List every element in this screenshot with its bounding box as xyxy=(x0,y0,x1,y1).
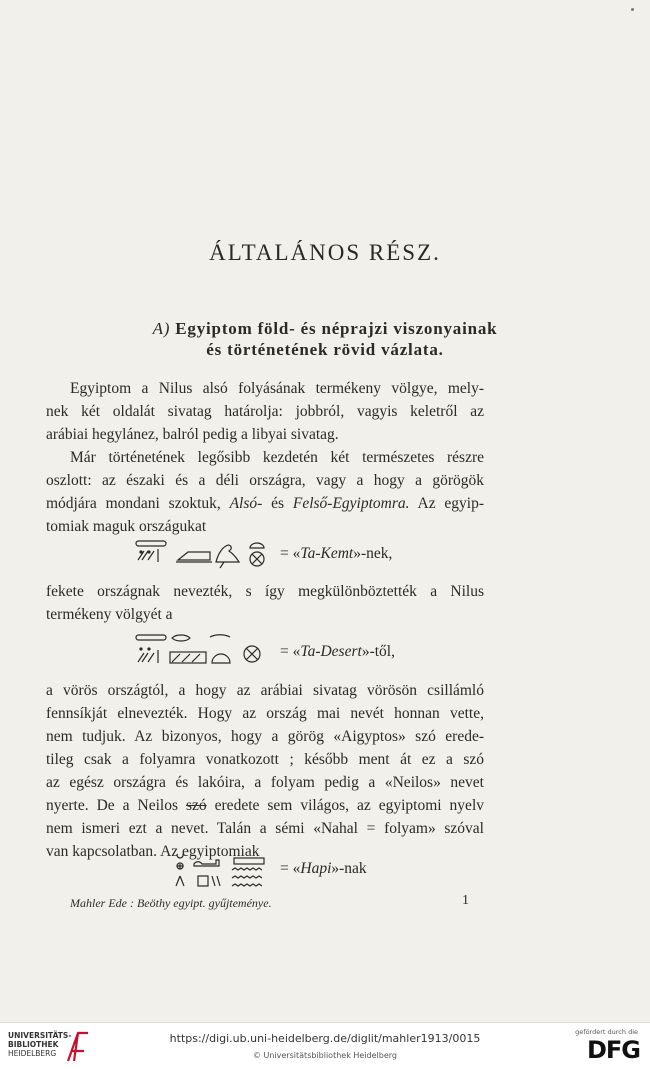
dfg-logo[interactable]: DFG xyxy=(586,1036,640,1064)
italic-run: Hapi xyxy=(300,860,332,877)
text-line: termékeny völgyét a xyxy=(46,606,173,623)
page-title: ÁLTALÁNOS RÉSZ. xyxy=(209,240,441,265)
text-run: »-nak xyxy=(331,860,367,877)
text-run: és xyxy=(262,495,293,512)
text-run: »-től, xyxy=(361,643,395,660)
text-line: Már történetének legősibb kezdetén két természetes részre xyxy=(70,449,484,466)
hieroglyph-hapi xyxy=(172,854,272,890)
text-run: Az egyip- xyxy=(409,495,484,512)
section-marker: A) xyxy=(152,319,171,338)
library-name-line: HEIDELBERG xyxy=(8,1049,57,1058)
text-line xyxy=(46,494,484,514)
text-line xyxy=(46,796,484,816)
text-line: nek két oldalát sivatag határolja: jobbról, vagyis keletről az xyxy=(46,403,484,420)
page-number: 1 xyxy=(462,893,469,908)
text-run: módjára mondani szoktuk, xyxy=(46,495,230,512)
text-line: oszlott: az északi és a déli országra, vagy a hogy a görögök xyxy=(46,472,484,489)
permalink-url[interactable]: https://digi.ub.uni-heidelberg.de/diglit/mahler1913/0015 xyxy=(169,1032,481,1045)
page-footer-signature: Mahler Ede : Beöthy egyipt. gyűjteménye. xyxy=(70,896,272,910)
library-name-line: UNIVERSITÄTS- xyxy=(8,1031,72,1040)
page-speck xyxy=(631,8,634,11)
italic-run: Ta-Desert xyxy=(300,643,362,660)
text-run: = « xyxy=(280,643,301,660)
section-heading-line1 xyxy=(0,319,650,339)
section-heading-line2: és történetének rövid vázlata. xyxy=(206,340,444,359)
viewer-footer-bar xyxy=(0,1022,650,1069)
equation-ta-kemt xyxy=(280,545,392,563)
text-run: nyerte. De a Neilos xyxy=(46,797,186,814)
hieroglyph-ta-kemt xyxy=(132,538,272,572)
equation-hapi xyxy=(280,860,367,878)
hieroglyph-ta-desert xyxy=(132,632,272,668)
text-line: nem tudjuk. Az bizonyos, hogy a görög «Aigyptos» szó erede- xyxy=(46,728,484,745)
text-line: tileg csak a folyamra vonatkozott ; később ment át ez a szó xyxy=(46,751,484,768)
italic-run: Felső-Egyiptomra. xyxy=(292,495,410,512)
text-line: Egyiptom a Nilus alsó folyásának termékeny völgye, mely- xyxy=(70,380,484,397)
equation-ta-desert xyxy=(280,643,395,661)
text-run: »-nek, xyxy=(353,545,393,562)
struck-word: szó xyxy=(185,797,207,814)
section-heading-text1: Egyiptom föld- és néprajzi viszonyainak xyxy=(175,319,498,338)
text-line: van kapcsolatban. Az egyiptomiak xyxy=(46,843,260,860)
library-name-line: BIBLIOTHEK xyxy=(8,1040,59,1049)
text-line: fennsíkját elnevezték. Hogy az ország mai nevét honnan vette, xyxy=(46,705,484,722)
text-line: arábiai hegylánez, balról pedig a libyai sivatag. xyxy=(46,426,339,443)
funding-label: gefördert durch die xyxy=(575,1028,638,1036)
text-run: = « xyxy=(280,860,301,877)
text-line: az egész országra és lakóira, a folyam pedig a «Neilos» nevet xyxy=(46,774,484,791)
text-line: tomiak maguk országukat xyxy=(46,518,207,535)
italic-run: Alsó- xyxy=(229,495,263,512)
text-run: = « xyxy=(280,545,301,562)
copyright-notice: © Universitätsbibliothek Heidelberg xyxy=(252,1051,397,1060)
text-run: eredete sem világos, az egyiptomi nyelv xyxy=(206,797,484,814)
text-line: fekete országnak nevezték, s így megkülönböztették a Nilus xyxy=(46,583,484,600)
italic-run: Ta-Kemt xyxy=(300,545,354,562)
text-line: nem ismeri ezt a nevet. Talán a sémi «Nahal = folyam» szóval xyxy=(46,820,484,837)
text-line: a vörös országtól, a hogy az arábiai sivatag vörösön csillámló xyxy=(46,682,484,699)
